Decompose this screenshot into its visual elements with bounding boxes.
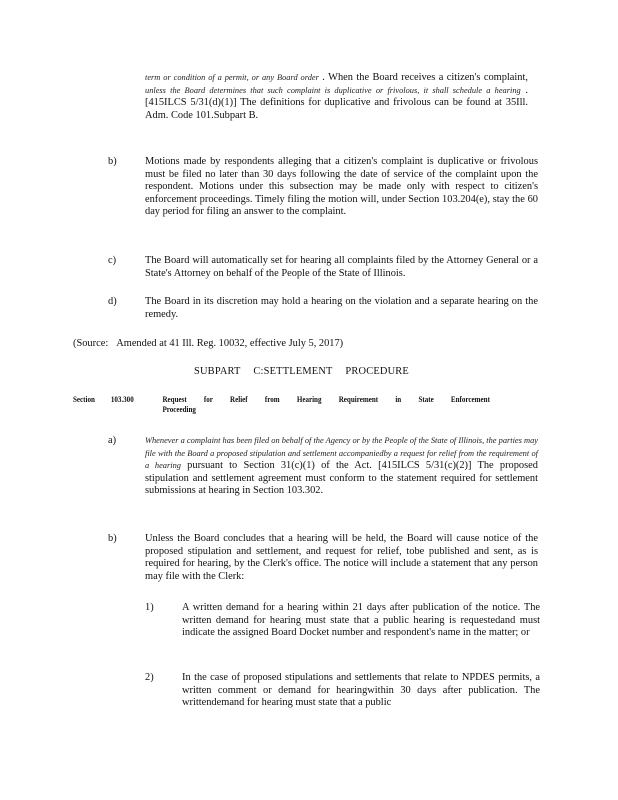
section-item-italic: Whenever a complaint has been filed on behalf of the Agency or by the People of the State of Illinois, the parties may file with the Board a proposed stipulation and settlement accompaniedby a request for relief from the requirement of a hearing bbox=[145, 436, 538, 471]
numbered-item-text: In the case of proposed stipulations and settlements that relate to NPDES permits, a written comment or demand for hearingwithin 30 days after publication. The writtendemand for hearing must state that a public bbox=[182, 672, 540, 709]
lead-text-1: . When the Board receives a citizen's complaint, bbox=[322, 72, 528, 83]
list-item-text: Motions made by respondents alleging that a citizen's complaint is duplicative or frivolous must be filed no later than 30 days following the date of service of the complaint upon the respondent. Motions under this subsection may be made only with respect to citizen's enforcement proceedings. Timely filing the motion will, under Section 103.204(e), stay the 60 day period for filing an answer to the complaint. bbox=[145, 156, 538, 218]
section-item-b bbox=[108, 533, 538, 583]
subpart-letter: C:SETTLEMENT bbox=[253, 366, 333, 377]
section-number: 103.300 bbox=[110, 395, 134, 404]
list-item-text: The Board will automatically set for hearing all complaints filed by the Attorney General or a State's Attorney on behalf of the People of the State of Illinois. bbox=[145, 255, 538, 279]
list-marker: b) bbox=[108, 156, 117, 167]
numbered-item-2 bbox=[145, 672, 540, 710]
lead-italic-1: term or condition of a permit, or any Board order bbox=[145, 73, 319, 82]
section-item-text: Unless the Board concludes that a hearing will be held, the Board will cause notice of the proposed stipulation and settlement, and request for relief, tobe published and sent, as is required for hearing, by the Clerk's office. The notice will include a statement that any person may file with the Clerk: bbox=[145, 533, 538, 582]
numbered-marker: 2) bbox=[145, 672, 154, 683]
list-item-c bbox=[108, 255, 538, 280]
source-text: Amended at 41 Ill. Reg. 10032, effective July 5, 2017) bbox=[116, 338, 344, 349]
list-marker: b) bbox=[108, 533, 117, 544]
numbered-item-1 bbox=[145, 602, 540, 640]
list-marker: d) bbox=[108, 296, 117, 307]
lead-paragraph bbox=[145, 72, 528, 122]
section-item-text bbox=[145, 435, 538, 498]
list-item-d bbox=[108, 296, 538, 321]
lead-italic-2: unless the Board determines that such complaint is duplicative or frivolous, it shall schedule a hearing bbox=[145, 85, 521, 95]
subpart-heading bbox=[194, 366, 454, 379]
subpart-word: SUBPART bbox=[194, 366, 241, 377]
section-item-body: pursuant to Section 31(c)(1) of the Act. [415ILCS 5/31(c)(2)] The proposed stipulation and settlement agreement must conform to the statement required for settlement submissions at hearing in Section 103.302. bbox=[145, 460, 538, 497]
lead-text-2: . [415ILCS 5/31(d)(1)] The definitions for duplicative and frivolous can be found at 35Ill. Adm. Code 101.Subpart B. bbox=[145, 84, 528, 121]
section-label: Section bbox=[73, 395, 95, 404]
source-label: (Source: bbox=[73, 338, 109, 349]
section-item-a bbox=[108, 435, 538, 498]
section-title: Request for Relief from Hearing Requirement in State Enforcement Proceeding bbox=[162, 395, 490, 414]
list-item-text: The Board in its discretion may hold a hearing on the violation and a separate hearing on the remedy. bbox=[145, 296, 538, 320]
list-marker: a) bbox=[108, 435, 117, 446]
list-marker: c) bbox=[108, 255, 117, 266]
numbered-marker: 1) bbox=[145, 602, 154, 613]
subpart-title: PROCEDURE bbox=[345, 366, 409, 377]
list-item-b bbox=[108, 156, 538, 219]
numbered-item-text: A written demand for a hearing within 21 days after publication of the notice. The written demand for hearing must state that a public hearing is requestedand must indicate the assigned Board Docket number and respondent's name in the matter; or bbox=[182, 602, 540, 639]
source-note bbox=[73, 338, 533, 351]
